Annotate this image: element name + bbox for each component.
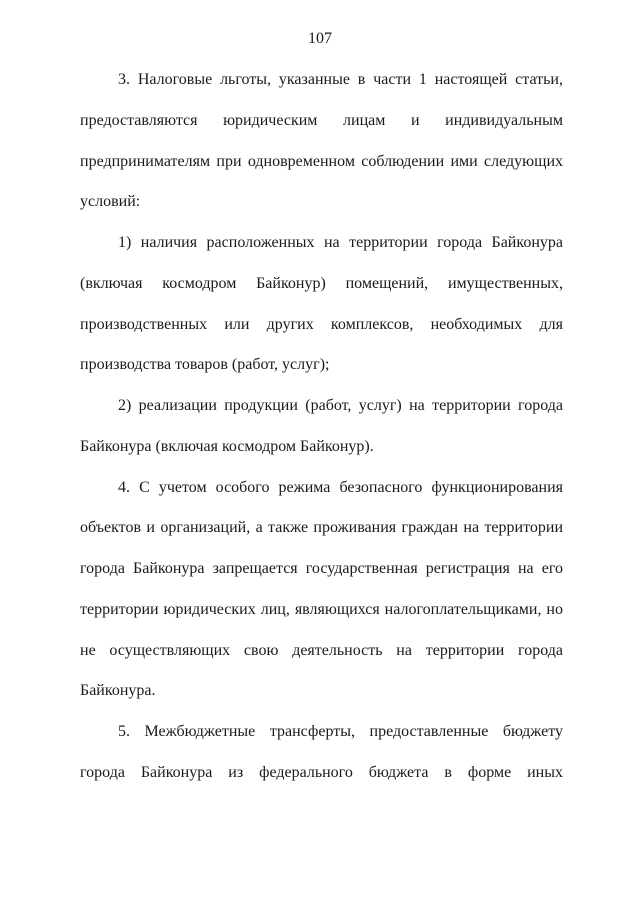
- paragraph-condition-2: [80, 386, 563, 468]
- text-line: не осуществляющих свою деятельность на территории города: [80, 641, 563, 659]
- paragraph-5-transfers: [80, 712, 563, 794]
- text-line: производства товаров (работ, услуг);: [80, 356, 330, 374]
- text-line: города Байконура запрещается государственная регистрация на его: [80, 560, 563, 577]
- text-line: предпринимателям при одновременном соблюдении ими следующих: [80, 152, 563, 170]
- text-line: 5. Межбюджетные трансферты, предоставленные бюджету: [118, 723, 563, 740]
- text-line: (включая космодром Байконур) помещений, имущественных,: [80, 274, 563, 292]
- paragraph-4-registration: [80, 468, 563, 713]
- text-line: территории юридических лиц, являющихся налогоплательщиками, но: [80, 600, 563, 618]
- text-line: 4. С учетом особого режима безопасного функционирования: [118, 478, 563, 496]
- paragraph-condition-1: [80, 223, 563, 386]
- paragraph-3-tax-benefits: [80, 60, 563, 223]
- text-line: Байконура.: [80, 682, 156, 700]
- text-line: производственных или других комплексов, необходимых для: [80, 315, 563, 333]
- text-line: Байконура (включая космодром Байконур).: [80, 437, 374, 455]
- text-line: города Байконура из федерального бюджета в форме иных: [80, 763, 563, 781]
- text-line: 3. Налоговые льготы, указанные в части 1 настоящей статьи,: [118, 71, 563, 88]
- page-number: 107: [308, 30, 332, 47]
- text-line: объектов и организаций, а также проживания граждан на территории: [80, 519, 563, 537]
- text-line: 1) наличия расположенных на территории города Байконура: [118, 234, 563, 251]
- text-line: предоставляются юридическим лицам и индивидуальным: [80, 111, 563, 129]
- text-line: 2) реализации продукции (работ, услуг) на территории города: [118, 397, 563, 414]
- text-line: условий:: [80, 193, 141, 211]
- document-body: [80, 60, 563, 794]
